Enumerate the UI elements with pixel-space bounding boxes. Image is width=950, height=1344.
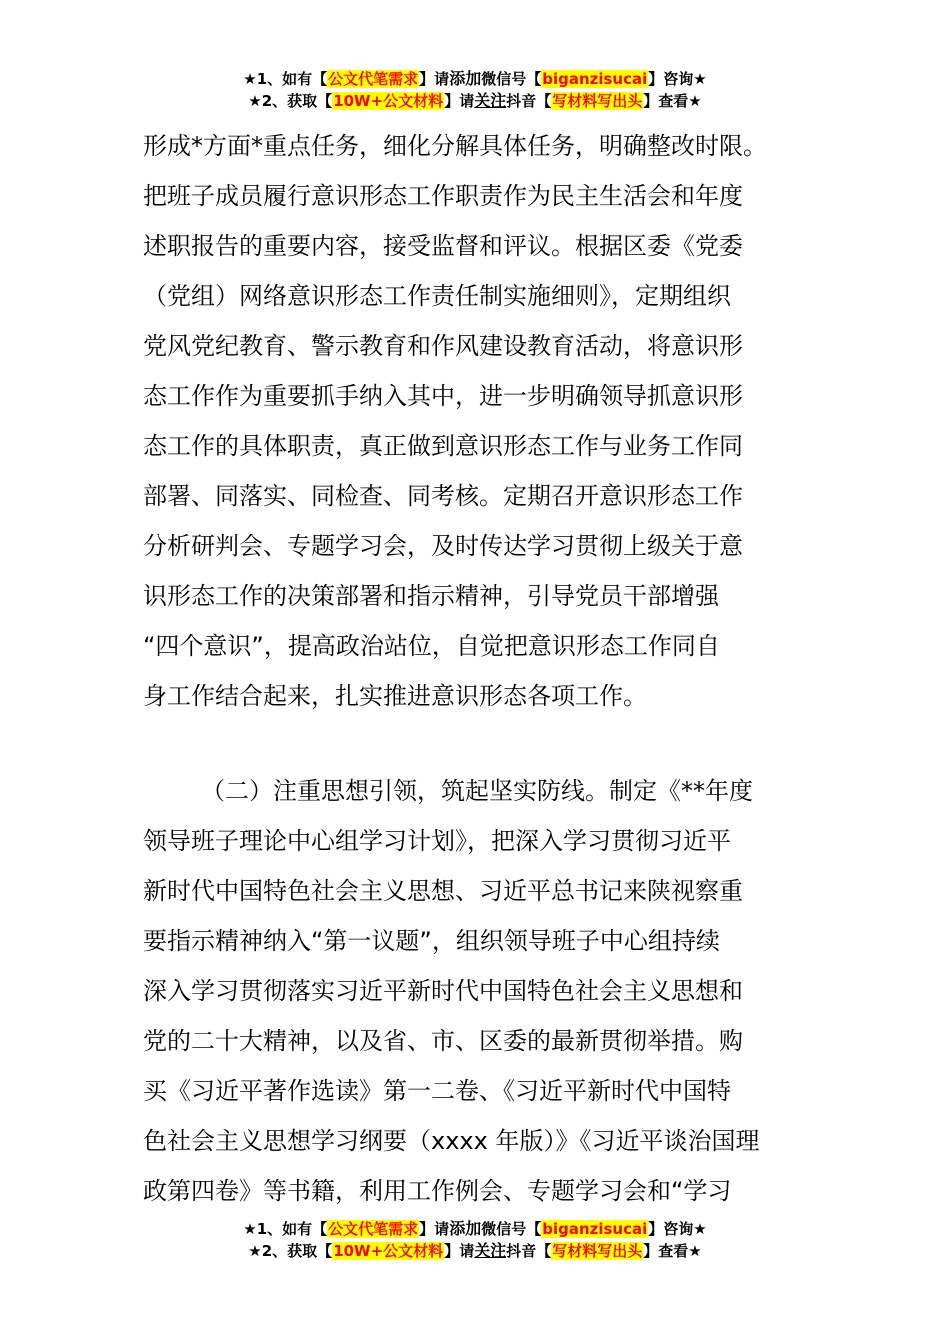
banner-emphasis: 添加 <box>449 69 482 88</box>
banner-text: 微信号【 <box>481 1220 542 1238</box>
paragraph-1 <box>143 121 809 721</box>
text-line: 把班子成员履行意识形态工作职责作为民主生活会和年度 <box>143 182 743 210</box>
banner-text: ★2、获取【 <box>248 92 333 110</box>
paragraph-2 <box>143 766 809 1216</box>
footer-banner <box>0 1218 950 1262</box>
text-line: 识形态工作的决策部署和指示精神，引导党员干部增强 <box>143 582 719 610</box>
banner-text: 】查看★ <box>643 1242 702 1260</box>
banner-emphasis: 添加 <box>449 1219 482 1238</box>
text-line: 买《习近平著作选读》第一二卷、《习近平新时代中国特 <box>143 1077 731 1105</box>
text-line: 身工作结合起来，扎实推进意识形态各项工作。 <box>143 682 647 710</box>
banner-text: 抖音【 <box>506 1242 552 1260</box>
banner-highlight: 公文代笔需求 <box>328 1220 419 1238</box>
banner-line-1 <box>0 68 950 90</box>
text-line: 领导班子理论中心组学习计划》，把深入学习贯彻习近平 <box>143 827 731 855</box>
wechat-id-highlight: biganzisucai <box>542 70 648 88</box>
text-line: 态工作的具体职责，真正做到意识形态工作与业务工作同 <box>143 432 743 460</box>
header-banner <box>0 68 950 112</box>
banner-text: 】请 <box>444 92 475 110</box>
banner-line-2 <box>0 1240 950 1262</box>
text-line: 要指示精神纳入“第一议题”，组织领导班子中心组持续 <box>143 927 720 955</box>
text-line: 深入学习贯彻落实习近平新时代中国特色社会主义思想和 <box>143 977 743 1005</box>
banner-highlight: 公文代笔需求 <box>328 70 419 88</box>
banner-text: 抖音【 <box>506 92 552 110</box>
text-line: 色社会主义思想学习纲要（xxxx 年版）》《习近平谈治国理 <box>143 1127 760 1155</box>
banner-text: ★2、获取【 <box>248 1242 333 1260</box>
text-line: “四个意识”，提高政治站位，自觉把意识形态工作同自 <box>143 632 720 660</box>
text-line: 述职报告的重要内容，接受监督和评议。根据区委《党委 <box>143 232 743 260</box>
text-line: 新时代中国特色社会主义思想、习近平总书记来陕视察重 <box>143 877 743 905</box>
banner-text: 】咨询★ <box>648 70 707 88</box>
banner-emphasis: 关注 <box>474 1241 507 1260</box>
banner-text: ★1、如有【 <box>243 70 328 88</box>
banner-highlight: 10W+公文材料 <box>333 92 444 110</box>
wechat-id-highlight: biganzisucai <box>542 1220 648 1238</box>
banner-highlight: 10W+公文材料 <box>333 1242 444 1260</box>
banner-text: ★1、如有【 <box>243 1220 328 1238</box>
text-line: 分析研判会、专题学习会，及时传达学习贯彻上级关于意 <box>143 532 743 560</box>
douyin-id-highlight: 写材料写出头 <box>552 1242 643 1260</box>
banner-emphasis: 关注 <box>474 91 507 110</box>
banner-text: 】请 <box>444 1242 475 1260</box>
douyin-id-highlight: 写材料写出头 <box>552 92 643 110</box>
banner-text: 】请 <box>419 1220 450 1238</box>
banner-text: 】查看★ <box>643 92 702 110</box>
banner-text: 微信号【 <box>481 70 542 88</box>
text-line: 态工作作为重要抓手纳入其中，进一步明确领导抓意识形 <box>143 382 743 410</box>
text-line: 政第四卷》等书籍，利用工作例会、专题学习会和“学习 <box>143 1177 732 1205</box>
text-line: 党风党纪教育、警示教育和作风建设教育活动，将意识形 <box>143 332 743 360</box>
text-line: （党组）网络意识形态工作责任制实施细则》，定期组织 <box>143 282 731 310</box>
text-line: 部署、同落实、同检查、同考核。定期召开意识形态工作 <box>143 482 743 510</box>
banner-line-1 <box>0 1218 950 1240</box>
banner-text: 】咨询★ <box>648 1220 707 1238</box>
text-line-indented: （二）注重思想引领，筑起坚实防线。制定《**年度 <box>201 777 753 805</box>
banner-line-2 <box>0 90 950 112</box>
text-line: 形成*方面*重点任务，细化分解具体任务，明确整改时限。 <box>143 132 767 160</box>
text-line: 党的二十大精神，以及省、市、区委的最新贯彻举措。购 <box>143 1027 743 1055</box>
banner-text: 】请 <box>419 70 450 88</box>
